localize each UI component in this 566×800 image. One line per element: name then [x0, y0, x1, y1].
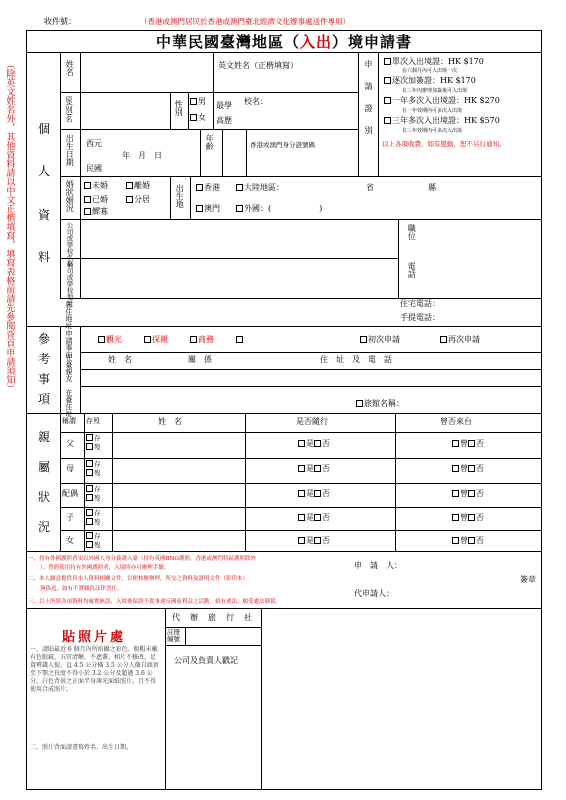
applicant-label: 申 請 人：: [354, 561, 402, 570]
daughter-visited-options[interactable]: 曾 否: [452, 537, 484, 546]
daughter-alive-options[interactable]: 存 歿: [86, 532, 101, 551]
marital-status-label: 婚狀姻況: [65, 180, 75, 212]
fee-note: 以上各項收費，如有變動，恕不另行通知。: [382, 140, 506, 148]
visa-option-endorse-note: 在三年內辦理加簽後可入出境: [402, 88, 468, 94]
visa-option-three-year-note: 在三年效期內可多次入出境: [402, 128, 463, 134]
birthplace-macau-option[interactable]: 澳門: [196, 205, 220, 214]
personal-section-label-3: 資: [38, 208, 51, 222]
male-checkbox[interactable]: [190, 98, 197, 105]
relatives-section-label-4: 況: [38, 520, 51, 534]
education-label: 最學高歷: [216, 101, 232, 126]
personal-section-label-1: 個: [38, 122, 51, 136]
registration-number-label: 註冊編號: [167, 628, 180, 644]
company-name-label: 公司或學校名稱: [65, 222, 74, 268]
signature-label: 簽章: [520, 575, 536, 584]
birthplace-foreign-option[interactable]: 外國：( ): [236, 205, 322, 214]
agent-applicant-label: 代申請人：: [354, 589, 394, 598]
daughter-together-options[interactable]: 是 否: [298, 537, 330, 546]
visa-option-single[interactable]: 單次入出境證：HK $170: [384, 58, 484, 67]
spouse-visited-options[interactable]: 曾 否: [452, 490, 484, 499]
relative-row-father: 父: [66, 439, 74, 448]
form-title: 中華民國臺灣地區（入出）境申請書: [155, 33, 413, 51]
home-phone-label: 住宅電話：: [400, 299, 440, 308]
repeat-application-option[interactable]: 再次申請: [440, 336, 480, 345]
mobile-phone-label: 手提電話：: [400, 313, 440, 322]
photo-instruction-1: 一、請貼最近 6 個月內所拍攝之彩色、脫帽未戴有色眼鏡、五官清晰、不遮蓋、相片不修改、足資辨識人貌，直 4.5 公分橫 3.5 公分人像自頭頂至下顎之長度不得小於 3.2 公分及超過 3.6 公分，白色背景之正面半身薄光面紙照片，且不得使用合成照片。: [30, 646, 159, 694]
father-together-options[interactable]: 是 否: [298, 440, 330, 449]
spouse-alive-options[interactable]: 存 歿: [86, 485, 101, 504]
reference-section-label-2: 考: [38, 352, 51, 366]
sex-label: 性別: [174, 100, 184, 116]
declaration-line-1: 一、持有外國護照者須以外國人身分簽證入臺（持有英國BNO護照、香港或澳門特區護照除外: [28, 556, 256, 562]
mother-alive-options[interactable]: 存 歿: [86, 460, 101, 479]
son-visited-options[interactable]: 曾 否: [452, 514, 484, 523]
form-subtitle: （香港或澳門居民於香港或澳門臺北經濟文化辦事處送件專用）: [140, 17, 350, 26]
relatives-visited-header: 曾否來台: [440, 417, 472, 426]
birthplace-label: 出生地: [175, 184, 185, 208]
reference-section-label-4: 項: [38, 392, 51, 406]
side-instruction: （除英文姓名外，其他資料請以中文正楷填寫，填寫表格前請先參閱背頁申請須知）: [4, 60, 15, 393]
age-label: 年齡: [205, 134, 215, 150]
visa-option-one-year-note: 在一年效期內可多次入出境: [402, 108, 463, 114]
son-alive-options[interactable]: 存 歿: [86, 509, 101, 528]
roc-label: 民國: [86, 164, 102, 173]
declaration-line-2b: 無偽造，如有不實願負法律責任。: [40, 586, 123, 592]
declaration-line-1b: ）。曾經使用持有外國護照者，入境時亦可辦理手續。: [40, 565, 170, 571]
purpose-tourism-option[interactable]: 觀光: [98, 336, 122, 345]
school-label: 校名：: [244, 97, 268, 106]
mother-visited-options[interactable]: 曾 否: [452, 465, 484, 474]
job-label: 職位: [407, 224, 417, 240]
visa-option-one-year[interactable]: 一年多次入出境證：HK $270: [384, 97, 500, 106]
separated-option[interactable]: 分居: [126, 196, 150, 205]
purpose-other-option[interactable]: [236, 336, 244, 345]
personal-section-label-4: 料: [38, 250, 51, 264]
relatives-section-label-1: 親: [38, 430, 51, 444]
birthplace-mainland-option[interactable]: 大陸地區：: [236, 184, 284, 193]
purpose-visit-option[interactable]: 探親: [144, 336, 168, 345]
married-option[interactable]: 已婚: [84, 196, 108, 205]
unmarried-option[interactable]: 未婚: [84, 182, 108, 191]
receipt-number-label: 收件號：: [44, 17, 76, 26]
birth-date-label: 出生日期: [65, 134, 75, 166]
reference-section-label-3: 事: [38, 372, 51, 386]
relative-row-mother: 母: [66, 464, 74, 473]
relative-row-son: 子: [66, 513, 74, 522]
phone-label: 電話: [407, 262, 417, 278]
travel-agency-label: 代 辦 旅 行 社: [172, 613, 253, 622]
mother-together-options[interactable]: 是 否: [298, 465, 330, 474]
visa-option-three-year[interactable]: 三年多次入出境證：HK $570: [384, 117, 500, 126]
declaration-line-2: 二、本人願意提供真本人資料相關文件，以便核辦辦理，所交之資料及證明文件（影印本）: [28, 576, 249, 582]
divorced-option[interactable]: 離婚: [126, 182, 150, 191]
photo-instruction-2: 二、照片背面請書寫姓名、出生日期。: [30, 744, 133, 751]
english-name-label: 英文姓名（正楷填寫）: [218, 61, 298, 70]
female-option[interactable]: 女: [190, 114, 206, 123]
province-label: 省: [366, 183, 374, 192]
relatives-together-header: 是否隨行: [296, 417, 328, 426]
purpose-label: 申請事由: [65, 330, 74, 358]
visa-option-single-note: 在六個月內可入出境一次: [402, 68, 458, 74]
date-format-label: 年 月 日: [122, 151, 162, 160]
relatives-title-header: 稱謂: [62, 417, 76, 425]
first-application-option[interactable]: 初次申請: [360, 336, 400, 345]
widowed-option[interactable]: 鰥寡: [84, 208, 108, 217]
residence-address-label: 居住地址: [65, 301, 74, 329]
personal-section-label-2: 人: [38, 164, 51, 178]
photo-area-title: 貼照片處: [62, 630, 127, 645]
relatives-section-label-2: 屬: [38, 460, 51, 474]
visa-type-label: 申請證別: [364, 60, 373, 148]
ad-label: 西元: [86, 139, 102, 148]
female-checkbox[interactable]: [190, 114, 197, 121]
company-stamp-label: 公司及負責人戳記: [174, 656, 238, 665]
relatives-section-label-3: 狀: [38, 490, 51, 504]
son-together-options[interactable]: 是 否: [298, 514, 330, 523]
declaration-line-3: 三、以上所填各項資料均確實無誤，入境後保證不從事違反國家利益之活動，倘有違法，願受處法制裁。: [28, 599, 282, 605]
purpose-business-option[interactable]: 商務: [190, 336, 214, 345]
hotel-name-option[interactable]: 旅館名稱：: [356, 400, 404, 409]
former-name-label: 原(別)名: [65, 96, 74, 123]
reference-name-header: 姓 名: [108, 355, 132, 364]
relative-in-taiwan-label: 在臺親友: [65, 354, 74, 382]
county-label: 縣: [428, 183, 436, 192]
reference-relation-header: 關 係: [188, 355, 212, 364]
reference-section-label-1: 參: [38, 332, 51, 346]
father-visited-options[interactable]: 曾 否: [452, 440, 484, 449]
visa-option-endorse[interactable]: 逐次加簽證：HK $170: [384, 77, 476, 86]
relative-row-spouse: 配偶: [62, 489, 78, 498]
hk-id-label: 香港或澳門身分證號碼: [250, 141, 315, 149]
company-address-label: 公司或學校地址: [65, 261, 74, 307]
male-option[interactable]: 男: [190, 98, 206, 107]
relatives-alive-header: 存歿: [86, 417, 100, 425]
reference-address-header: 住 址 及 電 話: [320, 355, 392, 364]
spouse-together-options[interactable]: 是 否: [298, 490, 330, 499]
relative-row-daughter: 女: [66, 536, 74, 545]
birthplace-hk-option[interactable]: 香港: [196, 184, 220, 193]
relatives-name-header: 姓 名: [158, 417, 182, 426]
taiwan-address-label: 在臺住址: [65, 389, 74, 417]
father-alive-options[interactable]: 存 歿: [86, 434, 101, 453]
name-label: 姓名: [65, 60, 75, 76]
